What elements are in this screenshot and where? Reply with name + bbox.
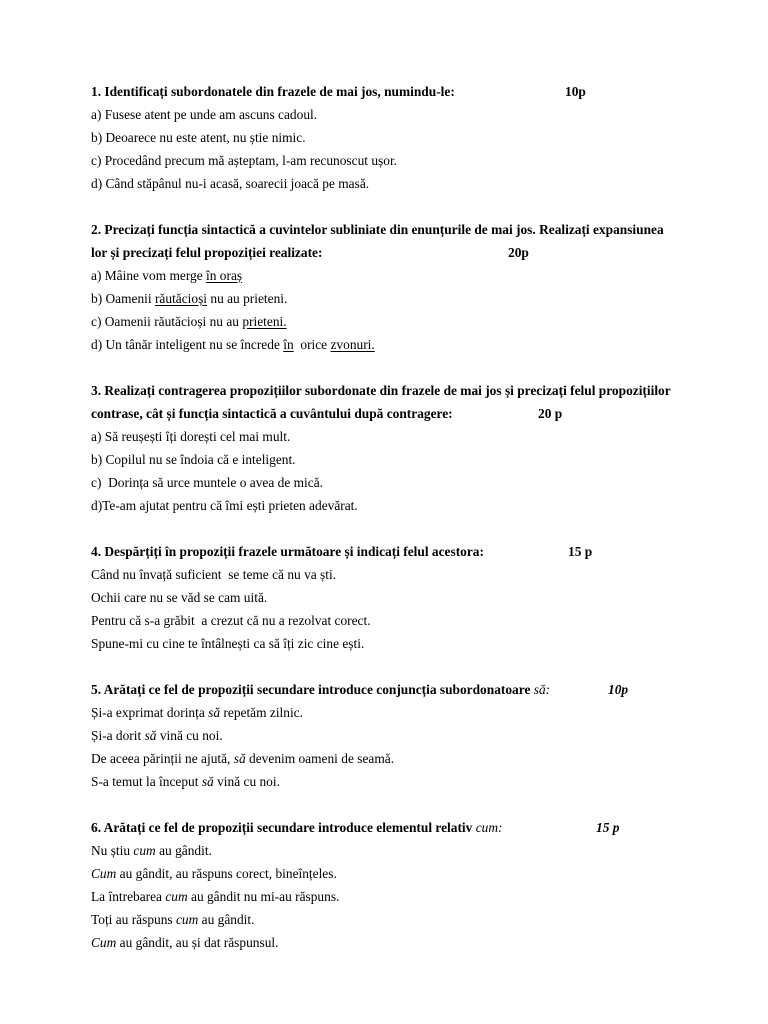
exercise-2	[91, 218, 731, 356]
exercise-6-item-5	[91, 931, 731, 954]
exercise-3-title-part-2: contrase, cât și funcția sintactică a cuvântului după contragere:	[91, 406, 453, 421]
exercise-4-title: 4. Despărțiți în propoziții frazele următoare și indicați felul acestora:	[91, 544, 484, 559]
item-text: c) Oamenii răutăcioși nu au	[91, 314, 243, 329]
item-text: a) Mâine vom merge	[91, 268, 207, 283]
emphasized-word: să	[208, 705, 221, 720]
exercise-1-item-d: d) Când stăpânul nu-i acasă, soarecii joacă pe masă.	[91, 176, 370, 191]
underlined-word: zvonuri.	[330, 337, 375, 352]
item-text: nu au prieteni.	[207, 291, 288, 306]
exercise-2-title-part-2: lor și precizați felul propoziției realizate:	[91, 245, 323, 260]
item-text: au gândit, au răspuns corect, bineînțeles.	[116, 866, 337, 881]
emphasized-word: Cum	[91, 935, 117, 950]
item-text: S-a temut la început	[91, 774, 202, 789]
exercise-6-item-3	[91, 885, 731, 908]
underlined-word: în oraș	[206, 268, 243, 283]
exercise-3-heading-line-1	[91, 379, 731, 402]
exercise-1-title: 1. Identificați subordonatele din frazele de mai jos, numindu-le:	[91, 84, 455, 99]
exercise-6-title: 6. Arătați ce fel de propoziții secundare introduce elementul relativ	[91, 820, 473, 835]
exercise-4-item-4: Spune-mi cu cine te întâlnești ca să îți zic cine ești.	[91, 636, 365, 651]
item-text: au gândit.	[198, 912, 255, 927]
emphasized-word: să	[233, 751, 246, 766]
exercise-3-title-part-1: 3. Realizați contragerea propozițiilor subordonate din frazele de mai jos și precizați felul propozițiilor	[91, 383, 671, 398]
exercise-6	[91, 816, 731, 954]
item-text: La întrebarea	[91, 889, 166, 904]
exercise-2-item-a	[91, 264, 731, 287]
exercise-3-heading-line-2	[91, 402, 731, 425]
underlined-word: prieteni.	[242, 314, 287, 329]
exercise-6-item-1	[91, 839, 731, 862]
exercise-5-title-emphasis: să:	[533, 682, 551, 697]
emphasized-word: cum	[165, 889, 188, 904]
exercise-3	[91, 379, 731, 517]
exercise-1-item-a: a) Fusese atent pe unde am ascuns cadoul.	[91, 107, 318, 122]
exercise-3-item-b: b) Copilul nu se îndoia că e inteligent.	[91, 452, 296, 467]
exercise-5-item-4	[91, 770, 731, 793]
exercise-6-item-2	[91, 862, 731, 885]
exercise-2-heading-line-2	[91, 241, 731, 264]
item-text: Și-a dorit	[91, 728, 145, 743]
underlined-word: răutăcioși	[154, 291, 208, 306]
worksheet	[91, 80, 731, 977]
exercise-2-heading-line-1	[91, 218, 731, 241]
emphasized-word: Cum	[91, 866, 117, 881]
exercise-4-item-3: Pentru că s-a grăbit a crezut că nu a rezolvat corect.	[91, 613, 371, 628]
item-text: orice	[293, 337, 331, 352]
item-text: repetăm zilnic.	[220, 705, 303, 720]
exercise-6-heading	[91, 816, 731, 839]
exercise-2-item-b	[91, 287, 731, 310]
exercise-5-points: 10p	[608, 682, 629, 697]
exercise-1-heading	[91, 80, 731, 103]
item-text: De aceea părinții ne ajută,	[91, 751, 234, 766]
exercise-5-item-1	[91, 701, 731, 724]
exercise-3-item-d: d)Te-am ajutat pentru că îmi ești prieten adevărat.	[91, 498, 358, 513]
exercise-4-item-1: Când nu învață suficient se teme că nu va ști.	[91, 567, 337, 582]
emphasized-word: să	[144, 728, 157, 743]
item-text: Și-a exprimat dorința	[91, 705, 209, 720]
emphasized-word: cum	[175, 912, 199, 927]
item-text: au gândit, au și dat răspunsul.	[116, 935, 279, 950]
exercise-6-points: 15 p	[596, 820, 620, 835]
exercise-2-item-c	[91, 310, 731, 333]
exercise-1-item-c: c) Procedând precum mă așteptam, l-am recunoscut ușor.	[91, 153, 398, 168]
exercise-4-item-2: Ochii care nu se văd se cam uită.	[91, 590, 268, 605]
exercise-1	[91, 80, 731, 195]
item-text: vină cu noi.	[156, 728, 223, 743]
exercise-3-item-c: c) Dorința să urce muntele o avea de mică.	[91, 475, 323, 490]
exercise-1-points: 10p	[565, 84, 586, 99]
exercise-2-points: 20p	[508, 245, 529, 260]
exercise-4	[91, 540, 731, 655]
exercise-3-item-a: a) Să reușești îți dorești cel mai mult.	[91, 429, 291, 444]
exercise-5	[91, 678, 731, 793]
item-text: b) Oamenii	[91, 291, 155, 306]
exercise-5-heading	[91, 678, 731, 701]
exercise-1-item-b: b) Deoarece nu este atent, nu știe nimic.	[91, 130, 306, 145]
emphasized-word: să	[201, 774, 214, 789]
item-text: vină cu noi.	[213, 774, 280, 789]
exercise-4-heading	[91, 540, 731, 563]
exercise-6-title-emphasis: cum:	[475, 820, 503, 835]
exercise-5-item-2	[91, 724, 731, 747]
item-text: Nu știu	[91, 843, 134, 858]
exercise-3-points: 20 p	[538, 406, 563, 421]
underlined-word: în	[283, 337, 294, 352]
exercise-5-title: 5. Arătați ce fel de propoziții secundare introduce conjuncția subordonatoare	[91, 682, 531, 697]
item-text: Toți au răspuns	[91, 912, 176, 927]
item-text: au gândit.	[155, 843, 212, 858]
exercise-6-item-4	[91, 908, 731, 931]
emphasized-word: cum	[133, 843, 156, 858]
exercise-4-points: 15 p	[568, 544, 593, 559]
item-text: devenim oameni de seamă.	[245, 751, 395, 766]
exercise-2-item-d	[91, 333, 731, 356]
exercise-5-item-3	[91, 747, 731, 770]
item-text: d) Un tânăr inteligent nu se încrede	[91, 337, 284, 352]
item-text: au gândit nu mi-au răspuns.	[187, 889, 340, 904]
exercise-2-title-part-1: 2. Precizați funcția sintactică a cuvintelor subliniate din enunțurile de mai jos. Realizați expansiunea	[91, 222, 664, 237]
